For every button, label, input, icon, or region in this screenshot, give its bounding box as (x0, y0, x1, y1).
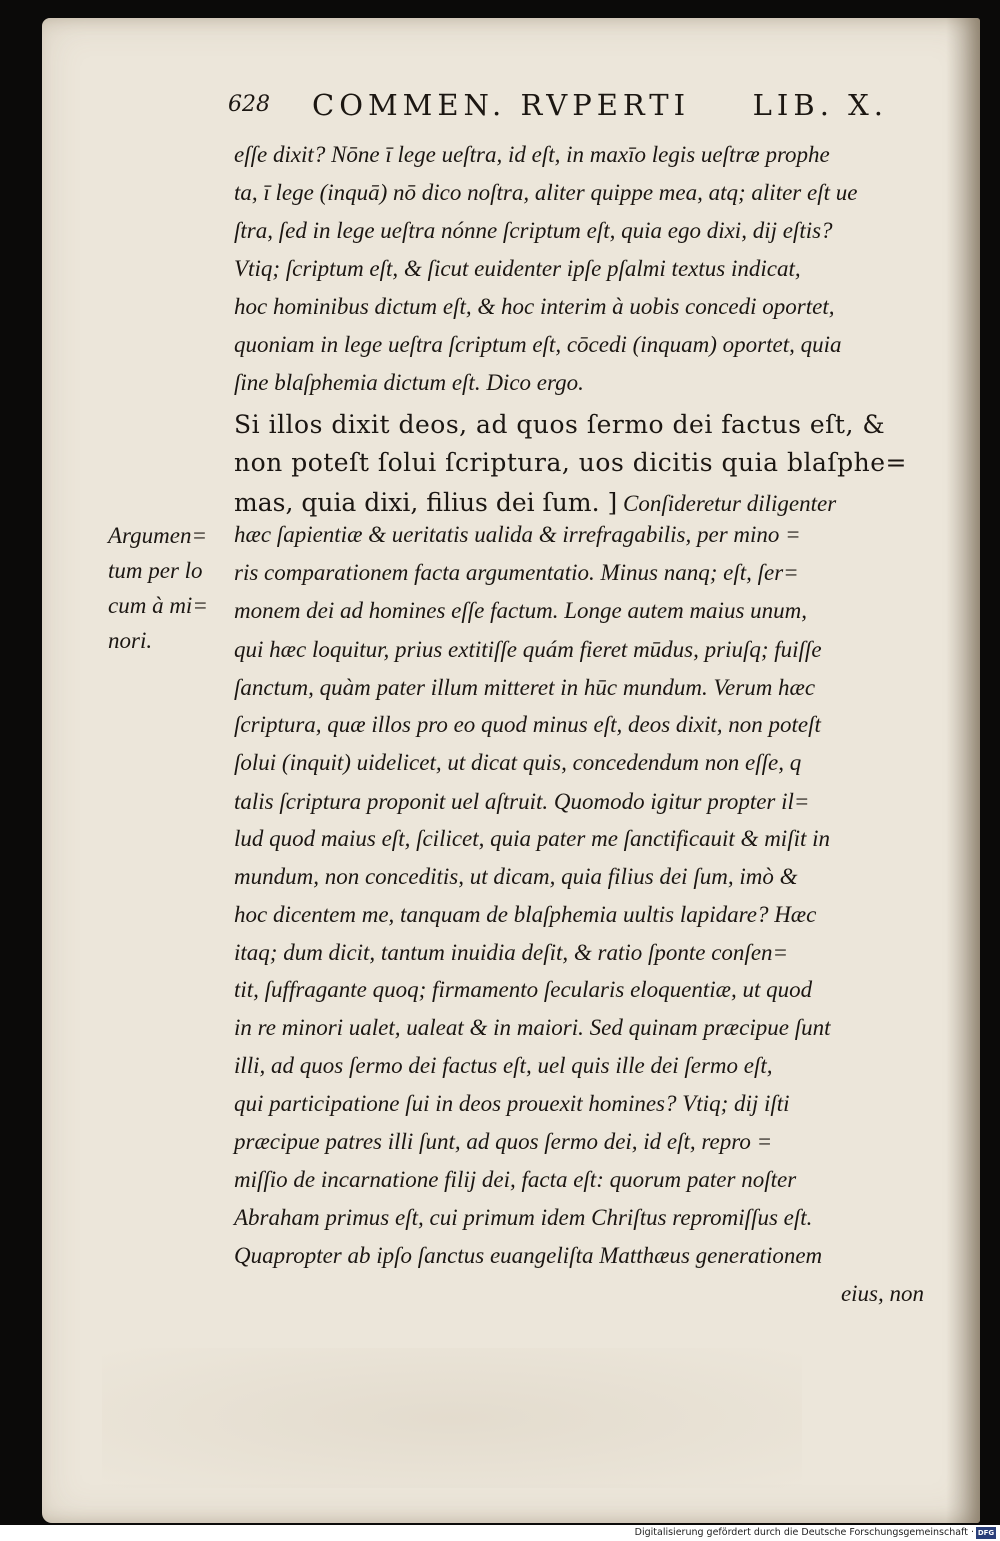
text-line: lud quod maius eſt, ſcilicet, quia pater me ſanctificauit & miſit in (234, 826, 831, 851)
digitization-credit: Digitalisierung gefördert durch die Deutsche Forschungsgemeinschaft · (634, 1527, 974, 1538)
text-line: miſſio de incarnatione filij dei, facta eſt: quorum pater noſter (234, 1167, 797, 1192)
marginal-note-line: tum per lo (108, 558, 203, 583)
text-line: hoc dicentem me, tanquam de blaſphemia uultis lapidare? Hæc (234, 902, 817, 927)
text-line: eſſe dixit? Nōne ī lege ueſtra, id eſt, in maxīo legis ueſtræ prophe (234, 142, 830, 167)
book-number: LIB. X. (752, 88, 888, 122)
text-line (234, 486, 924, 520)
marginal-note-line: nori. (108, 628, 153, 653)
text-line: monem dei ad homines eſſe factum. Longe autem maius unum, (234, 598, 808, 623)
text-line: tit, ſuffragante quoq; firmamento ſecularis eloquentiæ, ut quod (234, 977, 813, 1002)
page-gutter-shadow (946, 18, 980, 1523)
text-line: quoniam in lege ueſtra ſcriptum eſt, cōcedi (inquam) oportet, quia (234, 332, 842, 357)
running-head (228, 88, 888, 128)
text-line: non poteſt ſolui ſcriptura, uos dicitis quia blaſphe= (234, 448, 907, 477)
dfg-logo: DFG (977, 1529, 995, 1537)
text-line-roman-part: mas, quia dixi, filius dei ſum. ] (234, 488, 618, 517)
text-line: Vtiq; ſcriptum eſt, & ſicut euidenter ipſe pſalmi textus indicat, (234, 256, 801, 281)
page-number: 628 (228, 92, 270, 117)
text-line: illi, ad quos ſermo dei factus eſt, uel quis ille dei ſermo eſt, (234, 1053, 773, 1078)
text-line: qui participatione ſui in deos prouexit homines? Vtiq; dij iſti (234, 1091, 790, 1116)
marginal-note-line: Argumen= (108, 523, 207, 548)
text-line: ſine blaſphemia dictum eſt. Dico ergo. (234, 370, 584, 395)
text-line: ſtra, ſed in lege ueſtra nónne ſcriptum eſt, quia ego dixi, dij eſtis? (234, 218, 833, 243)
text-line: eius, non (840, 1281, 924, 1306)
text-line: ta, ī lege (inquā) nō dico noſtra, aliter quippe mea, atq; aliter eſt ue (234, 180, 858, 205)
text-line: qui hæc loquitur, prius extitiſſe quám fieret mūdus, priuſq; fuiſſe (234, 637, 822, 662)
text-line-italic-part: Conſideretur diligenter (617, 491, 837, 516)
running-title: COMMEN. RVPERTI (312, 88, 691, 122)
text-line: Si illos dixit deos, ad quos ſermo dei factus eſt, & (234, 410, 886, 439)
text-line: mundum, non conceditis, ut dicam, quia filius dei ſum, imò & (234, 864, 798, 889)
text-line: præcipue patres illi ſunt, ad quos ſermo dei, id eſt, repro = (234, 1129, 773, 1154)
text-line: ſolui (inquit) uidelicet, ut dicat quis, concedendum non eſſe, q (234, 750, 802, 775)
text-line: ſanctum, quàm pater illum mitteret in hūc mundum. Verum hæc (234, 675, 816, 700)
text-line: ſcriptura, quæ illos pro eo quod minus eſt, deos dixit, non poteſt (234, 712, 821, 737)
text-line: itaq; dum dicit, tantum inuidia deſit, & ratio ſponte conſen= (234, 940, 789, 965)
text-line: Quapropter ab ipſo ſanctus euangeliſta Matthæus generationem (234, 1243, 823, 1268)
paper-stain (102, 1348, 802, 1488)
text-line: talis ſcriptura proponit uel aſtruit. Quomodo igitur propter il= (234, 789, 810, 814)
text-line: hæc ſapientiæ & ueritatis ualida & irrefragabilis, per mino = (234, 522, 801, 547)
marginal-note-line: cum à mi= (108, 593, 208, 618)
text-line: hoc hominibus dictum eſt, & hoc interim à uobis concedi oportet, (234, 294, 835, 319)
text-line: ris comparationem facta argumentatio. Minus nanq; eſt, ſer= (234, 560, 799, 585)
marginal-note (108, 518, 233, 658)
text-line: Abraham primus eſt, cui primum idem Chriſtus repromiſſus eſt. (234, 1205, 813, 1230)
text-line: in re minori ualet, ualeat & in maiori. Sed quinam præcipue ſunt (234, 1015, 831, 1040)
